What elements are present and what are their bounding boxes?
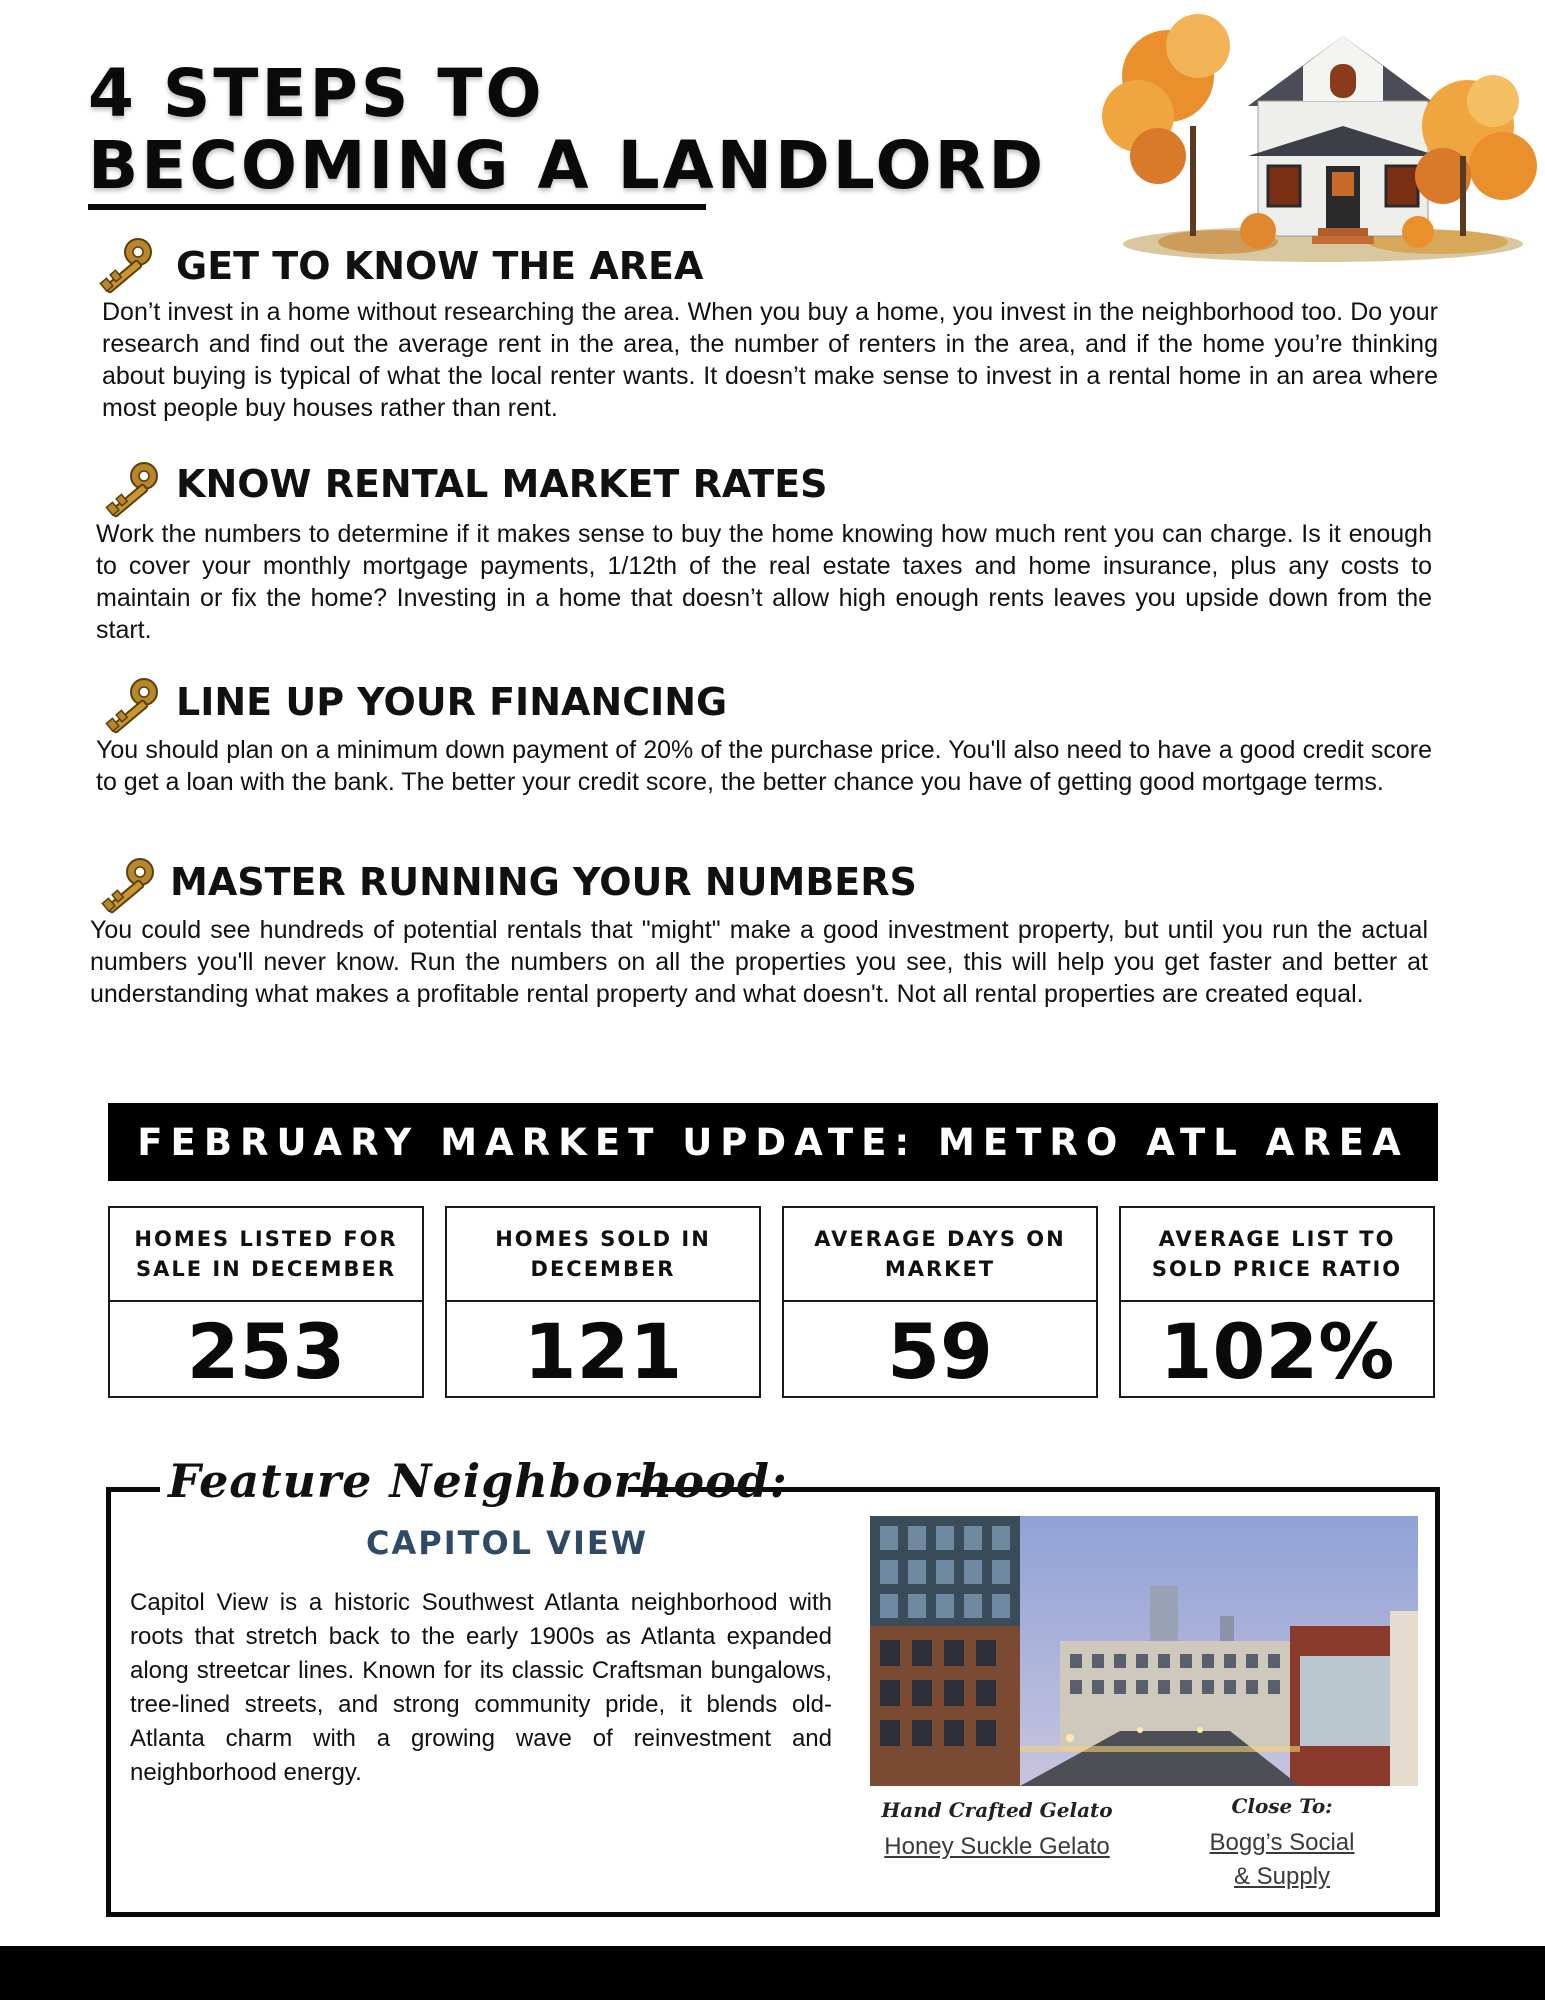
- spot-2-link[interactable]: [1162, 1826, 1402, 1894]
- spot-2-link-line-2[interactable]: & Supply: [1233, 1863, 1331, 1890]
- key-icon: [94, 676, 162, 738]
- step-2-heading: KNOW RENTAL MARKET RATES: [176, 462, 828, 506]
- key-icon: [94, 460, 162, 522]
- title-line-2: BECOMING A LANDLORD: [88, 127, 1047, 204]
- stat-card: [1119, 1206, 1435, 1398]
- spot-1-link[interactable]: Honey Suckle Gelato: [884, 1833, 1110, 1860]
- spot-2-caption: Close To:: [1231, 1794, 1333, 1818]
- title-line-1: 4 STEPS TO: [88, 55, 545, 132]
- stat-label: HOMES LISTED FOR SALE IN DECEMBER: [110, 1208, 422, 1302]
- footer-bar: [0, 1946, 1545, 2000]
- spot-1-caption: Hand Crafted Gelato: [881, 1798, 1113, 1822]
- stat-value: 121: [523, 1306, 683, 1396]
- step-2-body: Work the numbers to determine if it makes sense to buy the home knowing how much rent you can charge. Is it enough to cover your monthly mortgage payments, 1/12th of the real estate taxes and home insurance, plus any costs to maintain or fix the home? Investing in a home that doesn’t allow high enough rents leaves you upside down from the start.: [96, 520, 1432, 644]
- stat-card: [782, 1206, 1098, 1398]
- feature-heading: Feature Neighborhood:: [168, 1454, 788, 1508]
- step-4-body: You could see hundreds of potential rentals that "might" make a good investment property, but until you run the actual numbers you'll never know. Run the numbers on all the properties you see, this will help you get faster and better at understanding what makes a profitable rental property and what doesn't. Not all rental properties are created equal.: [90, 916, 1428, 1008]
- spot-2-link-line-1[interactable]: Bogg’s Social: [1209, 1829, 1355, 1856]
- page-title: [88, 55, 1047, 204]
- stat-label: AVERAGE DAYS ON MARKET: [784, 1208, 1096, 1302]
- step-1-body: Don’t invest in a home without researching the area. When you buy a home, you invest in the neighborhood too. Do your research and find out the average rent in the area, the number of renters in the area, and if the home you’re thinking about buying is typical of what the local renter wants. It doesn’t make sense to invest in a rental home in an area where most people buy houses rather than rent.: [102, 298, 1438, 422]
- stat-label: HOMES SOLD IN DECEMBER: [447, 1208, 759, 1302]
- neighborhood-name: CAPITOL VIEW: [366, 1524, 648, 1562]
- step-1-heading: GET TO KNOW THE AREA: [176, 244, 704, 288]
- stat-card: [108, 1206, 424, 1398]
- key-icon: [88, 236, 156, 298]
- stat-value: 102%: [1159, 1306, 1395, 1396]
- house-illustration: [1098, 6, 1538, 264]
- stat-label: AVERAGE LIST TO SOLD PRICE RATIO: [1121, 1208, 1433, 1302]
- title-underline: [88, 204, 706, 210]
- step-3-heading: LINE UP YOUR FINANCING: [176, 680, 728, 724]
- neighborhood-description: Capitol View is a historic Southwest Atlanta neighborhood with roots that stretch back to the early 1900s as Atlanta expanded along streetcar lines. Known for its classic Craftsman bungalows, tree-lined streets, and strong community pride, it blends old-Atlanta charm with a growing wave of reinvestment and neighborhood energy.: [130, 1589, 832, 1786]
- stat-value: 253: [186, 1306, 346, 1396]
- neighborhood-photo: [870, 1516, 1418, 1786]
- step-4-heading: MASTER RUNNING YOUR NUMBERS: [170, 860, 917, 904]
- market-update-banner: FEBRUARY MARKET UPDATE: METRO ATL AREA: [108, 1103, 1438, 1181]
- stat-value: 59: [887, 1306, 993, 1396]
- step-3-body: You should plan on a minimum down payment of 20% of the purchase price. You'll also need to have a good credit score to get a loan with the bank. The better your credit score, the better chance you have of getting good mortgage terms.: [96, 736, 1432, 796]
- key-icon: [90, 856, 158, 918]
- stat-card: [445, 1206, 761, 1398]
